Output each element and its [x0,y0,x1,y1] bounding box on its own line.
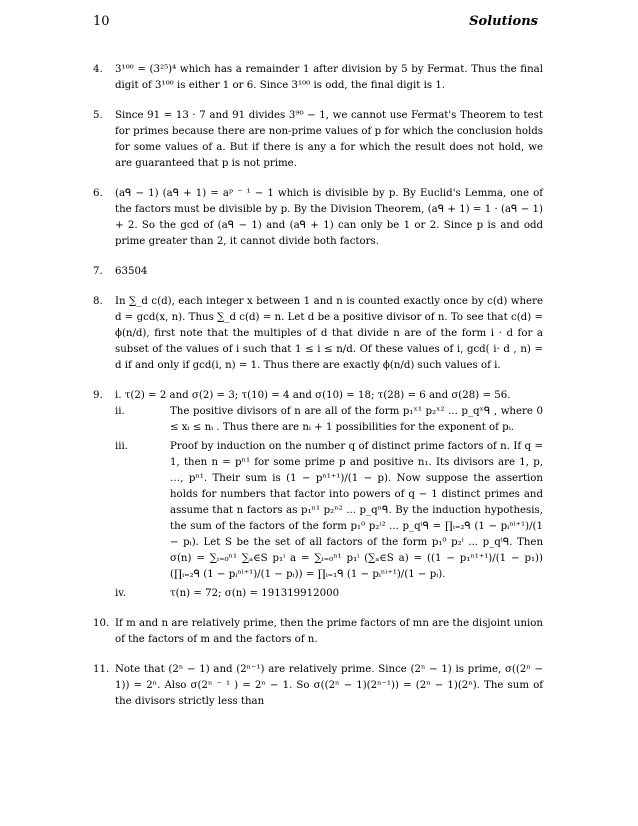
sub-item-number: iii. [115,441,129,452]
item-number: 6. [93,188,103,199]
item-number: 9. [93,390,103,401]
sub-item-number: ii. [115,406,125,417]
item-number: 5. [93,110,103,121]
solutions-body [93,62,543,724]
item-number: 8. [93,296,103,307]
item-text: In ∑_d c(d), each integer x between 1 and n is counted exactly once by c(d) where d = gcd(x, n). Thus ∑_d c(d) = n. Let d be a positive divisor of n. To see that c(d) = ϕ(n/d), first note that the multiples of d that divide n are of the form i · d for a subset of the values of i such that 1 ≤ i ≤ n/d. Of these values of i, gcd( i· d , n) = d if and only if gcd(i, n) = 1. Thus there are exactly ϕ(n/d) such values of i. [115,296,543,371]
solution-item-8 [93,294,543,374]
solution-item-4 [93,62,543,94]
sub-item-number: iv. [115,588,127,599]
sub-item-text: The positive divisors of n are all of the form p₁ˣ¹ p₂ˣ² ... p_qˣᑫ , where 0 ≤ xᵢ ≤ nᵢ . Thus there are nᵢ + 1 possibilities for the exponent of pᵢ. [170,406,543,433]
item-text: (aᑫ − 1) (aᑫ + 1) = aᵖ ⁻ ¹ − 1 which is divisible by p. By Euclid's Lemma, one of the factors must be divisible by p. By the Division Theorem, (aᑫ + 1) = 1 · (aᑫ − 1) + 2. So the gcd of (aᑫ − 1) and (aᑫ + 1) can only be 1 or 2. Since p is and odd prime greater than 2, it cannot divide both factors. [115,188,543,247]
page-number: 10 [93,14,110,29]
item-text: If m and n are relatively prime, then the prime factors of mn are the disjoint union of the factors of m and the factors of n. [115,618,543,645]
item-text: 3¹⁰⁰ = (3²⁵)⁴ which has a remainder 1 after division by 5 by Fermat. Thus the final digit of 3¹⁰⁰ is either 1 or 6. Since 3¹⁰⁰ is odd, the final digit is 1. [115,64,543,91]
solution-item-11 [93,662,543,710]
solution-item-6 [93,186,543,250]
solution-item-5 [93,108,543,172]
sub-item-text: Proof by induction on the number q of distinct prime factors of n. If q = 1, then n = pⁿ¹ for some prime p and positive n₁. Its divisors are 1, p, …, pⁿ¹. Their sum is (1 − pⁿ¹⁺¹)/(1 − p). Now suppose the assertion holds for numbers that factor into powers of q − 1 distinct primes and assume that n factors as p₁ⁿ¹ p₂ⁿ² ... p_qⁿᑫ. By the induction hypothesis, the sum of the factors of the form p₁⁰ p₂ⁱ² ... p_qⁱᑫ = ∏ᵢ₌₂ᑫ (1 − pᵢⁿⁱ⁺¹)/(1 − pᵢ). Let S be the set of all factors of the form p₁⁰ p₂ⁱ ... p_qⁱᑫ. Then σ(n) = ∑ᵢ₌₀ⁿ¹ ∑ₐ∈S p₁ⁱ a = ∑ᵢ₌₀ⁿ¹ p₁ⁱ (∑ₐ∈S a) = ((1 − p₁ⁿ¹⁺¹)/(1 − p₁)) (∏ᵢ₌₂ᑫ (1 − pᵢⁿⁱ⁺¹)/(1 − pᵢ)) = ∏ᵢ₌₁ᑫ (1 − pᵢⁿⁱ⁺¹)/(1 − pᵢ). [170,441,543,580]
solution-item-9 [93,388,543,602]
sub-item-text: τ(n) = 72; σ(n) = 191319912000 [170,588,340,599]
item-number: 7. [93,266,103,277]
item-number: 4. [93,64,103,75]
item-number: 11. [93,664,110,675]
item-number: 10. [93,618,110,629]
solution-item-7 [93,264,543,280]
sub-item-ii [115,404,543,436]
sub-item-iv [115,586,543,602]
item-text: Note that (2ⁿ − 1) and (2ⁿ⁻¹) are relatively prime. Since (2ⁿ − 1) is prime, σ((2ⁿ − 1)) = 2ⁿ. Also σ(2ⁿ ⁻ ¹ ) = 2ⁿ − 1. So σ((2ⁿ − 1)(2ⁿ⁻¹)) = (2ⁿ − 1)(2ⁿ). The sum of the divisors strictly less than [115,664,543,707]
solution-item-10 [93,616,543,648]
section-title: Solutions [469,14,538,29]
item-text: i. τ(2) = 2 and σ(2) = 3; τ(10) = 4 and σ(10) = 18; τ(28) = 6 and σ(28) = 56. [115,390,511,401]
sub-item-iii [115,439,543,583]
item-text: Since 91 = 13 · 7 and 91 divides 3⁹⁰ − 1, we cannot use Fermat's Theorem to test for primes because there are non-prime values of p for which the conclusion holds for some values of a. But if there is any a for which the result does not hold, we are guaranteed that p is not prime. [115,110,543,169]
item-text: 63504 [115,266,148,277]
